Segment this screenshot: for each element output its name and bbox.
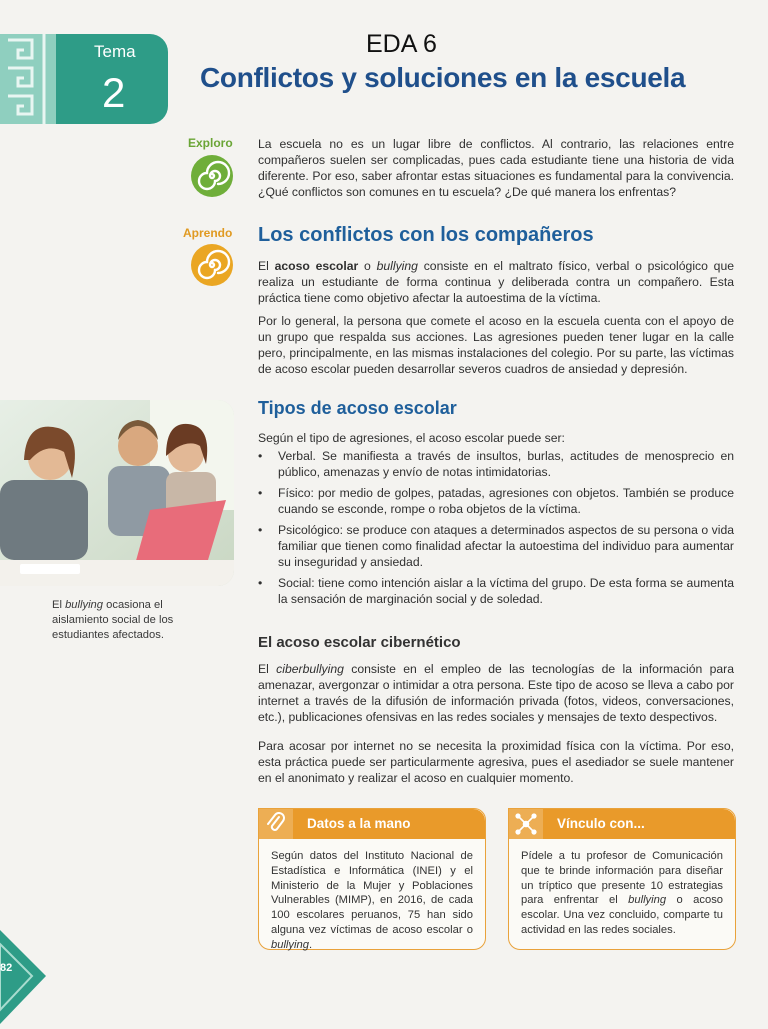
italic-term: bullying	[376, 259, 418, 273]
box-title: Vínculo con...	[557, 816, 645, 831]
datos-a-la-mano-box	[258, 808, 486, 950]
section-heading: Los conflictos con los compañeros	[258, 224, 594, 246]
vinculo-con-box	[508, 808, 736, 950]
exploro-label: Exploro	[188, 136, 233, 150]
tema-number: 2	[102, 69, 126, 116]
intro-paragraph: La escuela no es un lugar libre de conflictos. Al contrario, las relaciones entre compañeros suelen ser complicadas, pues cada estudiante tiene una historia de vida diferente. Por eso, saber afrontar estas situaciones es fundamental para la convivencia. ¿Qué conflictos son comunes en tu escuela? ¿De qué manera los enfrentas?	[258, 137, 734, 199]
network-icon	[509, 809, 543, 839]
list-item: • Social: tiene como intención aislar a la víctima del grupo. De esta forma se aumenta la sensación de marginación social y de soledad.	[258, 576, 734, 606]
bold-term: acoso escolar	[274, 259, 359, 273]
box-title: Datos a la mano	[307, 816, 411, 831]
paragraph: Por lo general, la persona que comete el acoso en la escuela cuenta con el apoyo de un grupo que respalda sus acciones. Las agresiones pueden tener lugar en la calle pero, principalmente, en las mismas instalaciones del colegio. Por su parte, las víctimas de acoso escolar pueden desarrollar severos cuadros de ansiedad y depresión.	[258, 314, 734, 376]
box-header	[509, 809, 735, 839]
paragraph: El ciberbullying consiste en el empleo de las tecnologías de la información para amenazar, avergonzar o intimidar a otra persona. Este tipo de acoso se lleva a cabo por internet a través de la difusión de información privada (fotos, videos, conversaciones, etc.), publicaciones ofensivas en las redes sociales y mensajes de texto despectivos.	[258, 662, 734, 724]
spiral-icon	[191, 244, 233, 286]
list-item: • Verbal. Se manifiesta a través de insultos, burlas, actitudes de menosprecio en público, amenazas y envío de notas intimidatorias.	[258, 449, 734, 479]
paragraph: Según el tipo de agresiones, el acoso escolar puede ser:	[258, 431, 565, 445]
bullying-types-list	[258, 448, 734, 612]
box-header	[259, 809, 485, 839]
aprendo-label: Aprendo	[183, 226, 233, 240]
bullet-icon: •	[258, 523, 263, 537]
list-item: • Físico: por medio de golpes, patadas, agresiones con objetos. También se produce cuando se esconde, rompe o roba objetos de la víctima.	[258, 486, 734, 516]
list-item: • Psicológico: se produce con ataques a determinados aspectos de su persona o vida familiar que tienen como finalidad afectar la autoestima del individuo para aumentar su inseguridad y ansiedad.	[258, 523, 734, 569]
bullet-icon: •	[258, 449, 263, 463]
tema-label: Tema	[94, 42, 136, 61]
greek-key-pattern	[0, 34, 56, 124]
paragraph: El acoso escolar o bullying consiste en el maltrato físico, verbal o psicológico que realiza un estudiante de forma continua y deliberada contra un compañero. Esta práctica tiene como objetivo afectar la autoestima de la víctima.	[258, 259, 734, 305]
box-body: Pídele a tu profesor de Comunicación que te brinde información para diseñar un tríptico que presente 10 estrategias para enfrentar el bullying o acoso escolar. Una vez concluido, comparte tu actividad en las redes sociales.	[521, 850, 724, 936]
bullet-icon: •	[258, 576, 263, 590]
subsection-heading: El acoso escolar cibernético	[258, 634, 461, 651]
page-title: Conflictos y soluciones en la escuela	[200, 62, 686, 93]
spiral-icon	[191, 155, 233, 197]
photo-caption: El bullying ocasiona el aislamiento social de los estudiantes afectados.	[52, 599, 174, 641]
box-body: Según datos del Instituto Nacional de Estadística e Informática (INEI) y el Ministerio de la Mujer y Poblaciones Vulnerables (MIMP), en 2016, de cada 100 escolares peruanos, 75 han sido alguna vez víctimas de acoso escolar o bullying.	[271, 850, 473, 951]
tema-banner	[0, 34, 168, 124]
paragraph: Para acosar por internet no se necesita la proximidad física con la víctima. Por eso, esta práctica puede ser particularmente agresiva, pues el asediador se suele mantener en el anonimato y realizar el acoso en cualquier momento.	[258, 739, 734, 785]
section-heading: Tipos de acoso escolar	[258, 398, 457, 418]
eda-label: EDA 6	[366, 30, 437, 58]
paperclip-icon	[259, 809, 293, 839]
bullet-icon: •	[258, 486, 263, 500]
page-corner-decoration	[0, 930, 60, 1024]
page-number: 82	[0, 962, 13, 974]
students-photo	[0, 400, 234, 586]
